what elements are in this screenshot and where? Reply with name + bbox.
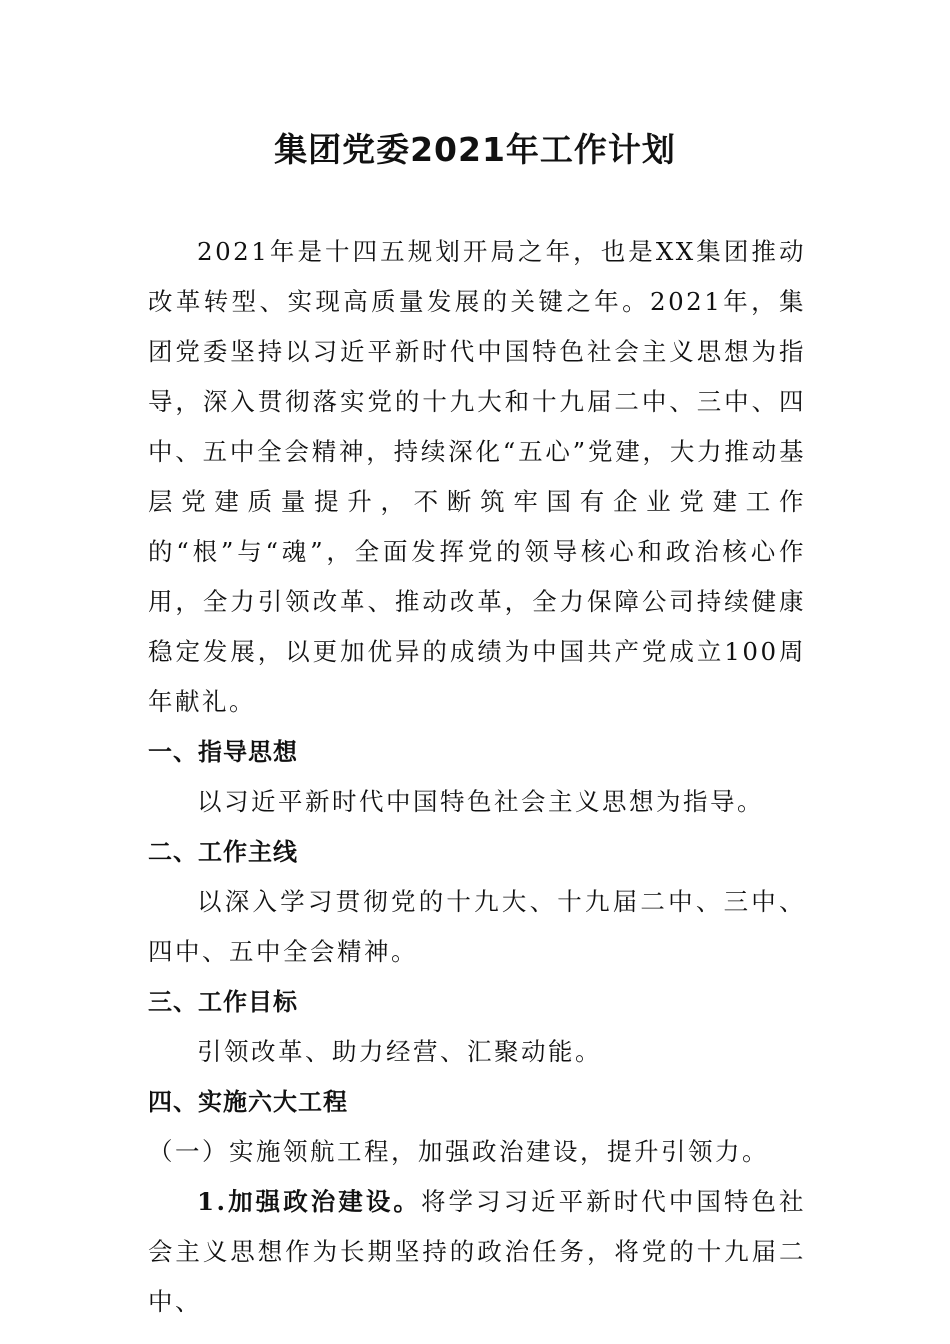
section-text-work-goals: 引领改革、助力经营、汇聚动能。 xyxy=(197,1037,602,1066)
section-text-main-line: 以深入学习贯彻党的十九大、十九届二中、三中、四中、五中全会精神。 xyxy=(148,887,806,966)
document-title: 集团党委2021年工作计划 xyxy=(274,130,676,169)
list-item-political-building xyxy=(148,1177,806,1327)
list-item-text: 将学习习近平新时代中国特色社会主义思想作为长期坚持的政治任务，将党的十九届二中、 xyxy=(148,1187,807,1316)
section-heading-work-goals: 三、工作目标 xyxy=(148,988,298,1016)
section-text-guiding-thought: 以习近平新时代中国特色社会主义思想为指导。 xyxy=(197,787,764,816)
subsection-heading-navigation-project: （一）实施领航工程，加强政治建设，提升引领力。 xyxy=(148,1137,769,1166)
section-heading-main-line: 二、工作主线 xyxy=(148,838,298,866)
document-body xyxy=(148,227,806,1327)
list-item-lead: 1.加强政治建设。 xyxy=(197,1187,421,1216)
section-heading-guiding-thought: 一、指导思想 xyxy=(148,738,298,766)
section-heading-six-projects: 四、实施六大工程 xyxy=(148,1088,348,1116)
intro-paragraph: 2021年是十四五规划开局之年，也是XX集团推动改革转型、实现高质量发展的关键之年。2021年，集团党委坚持以习近平新时代中国特色社会主义思想为指导，深入贯彻落实党的十九大和十九届二中、三中、四中、五中全会精神，持续深化“五心”党建，大力推动基层党建质量提升，不断筑牢国有企业党建工作的“根”与“魂”，全面发挥党的领导核心和政治核心作用，全力引领改革、推动改革，全力保障公司持续健康稳定发展，以更加优异的成绩为中国共产党成立100周年献礼。 xyxy=(148,237,806,716)
